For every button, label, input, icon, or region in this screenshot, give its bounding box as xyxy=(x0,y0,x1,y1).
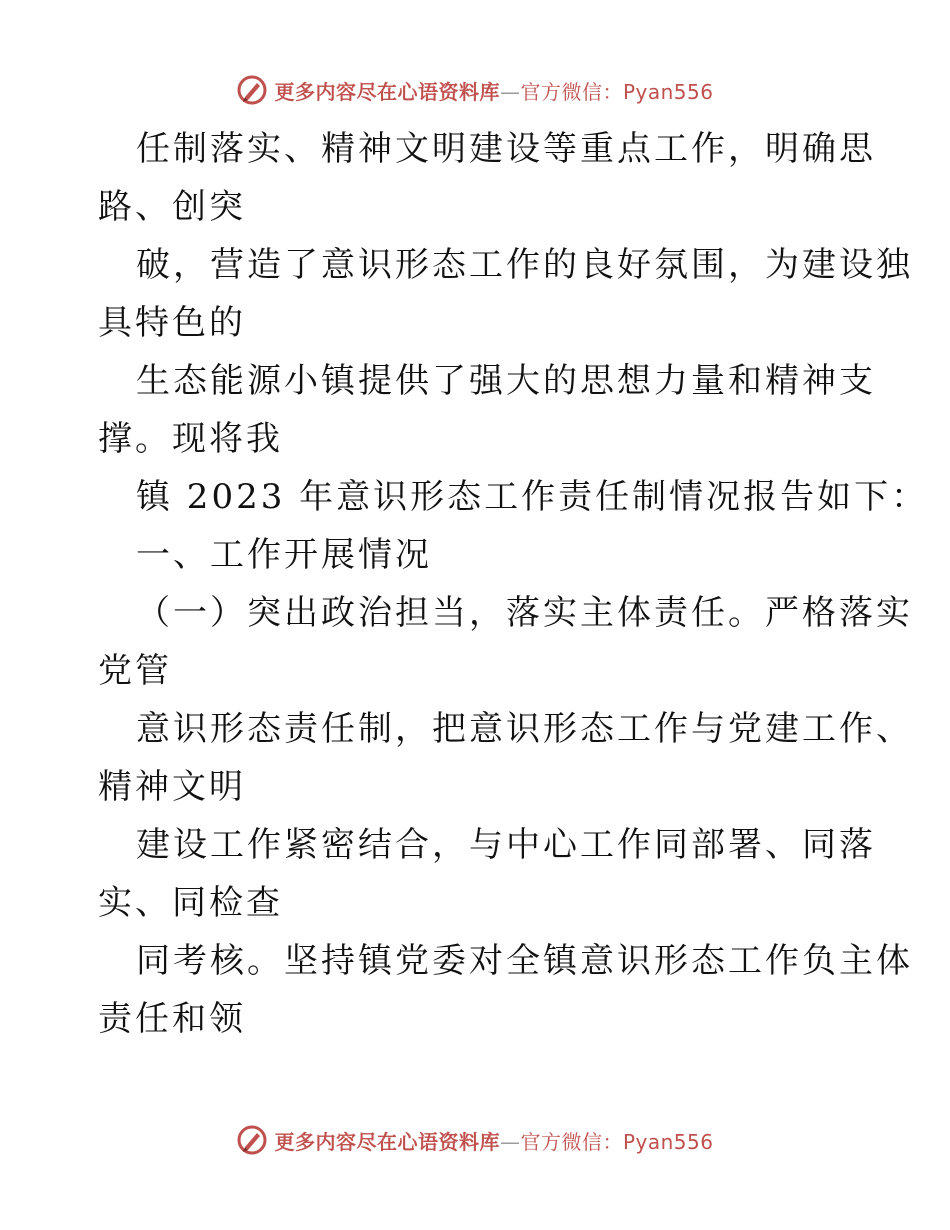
watermark-wechat: 官方微信：Pyan556 xyxy=(520,79,714,104)
paragraph-line: 精神文明 xyxy=(98,767,246,807)
paragraph-line: （一）突出政治担当，落实主体责任。严格落实 xyxy=(136,593,913,633)
watermark-wechat: 官方微信：Pyan556 xyxy=(520,1129,714,1154)
watermark-separator: — xyxy=(499,79,521,104)
paragraph-line: 路、创突 xyxy=(98,187,246,227)
paragraph-line: 撑。现将我 xyxy=(98,419,283,459)
watermark-text xyxy=(274,1126,713,1155)
watermark-library: 更多内容尽在心语资料库 xyxy=(274,79,500,104)
paragraph-line: 责任和领 xyxy=(98,999,246,1039)
watermark-library: 更多内容尽在心语资料库 xyxy=(274,1129,500,1154)
document-body xyxy=(98,120,929,1048)
paragraph-line: 镇 2023 年意识形态工作责任制情况报告如下： xyxy=(136,477,929,517)
section-heading: 一、工作开展情况 xyxy=(136,535,432,575)
watermark-header xyxy=(0,70,950,110)
watermark-footer xyxy=(0,1120,950,1160)
paragraph-line: 党管 xyxy=(98,651,172,691)
paragraph-line: 破，营造了意识形态工作的良好氛围，为建设独 xyxy=(136,245,913,285)
pen-logo-icon xyxy=(236,1124,268,1156)
paragraph-line: 具特色的 xyxy=(98,303,246,343)
watermark-separator: — xyxy=(499,1129,521,1154)
paragraph-line: 实、同检查 xyxy=(98,883,283,923)
paragraph-line: 意识形态责任制，把意识形态工作与党建工作、 xyxy=(136,709,913,749)
paragraph-line: 生态能源小镇提供了强大的思想力量和精神支 xyxy=(136,361,876,401)
watermark-text xyxy=(274,76,713,105)
pen-logo-icon xyxy=(236,74,268,106)
paragraph-line: 同考核。坚持镇党委对全镇意识形态工作负主体 xyxy=(136,941,913,981)
paragraph-line: 建设工作紧密结合，与中心工作同部署、同落 xyxy=(136,825,876,865)
paragraph-line: 任制落实、精神文明建设等重点工作，明确思 xyxy=(136,129,876,169)
